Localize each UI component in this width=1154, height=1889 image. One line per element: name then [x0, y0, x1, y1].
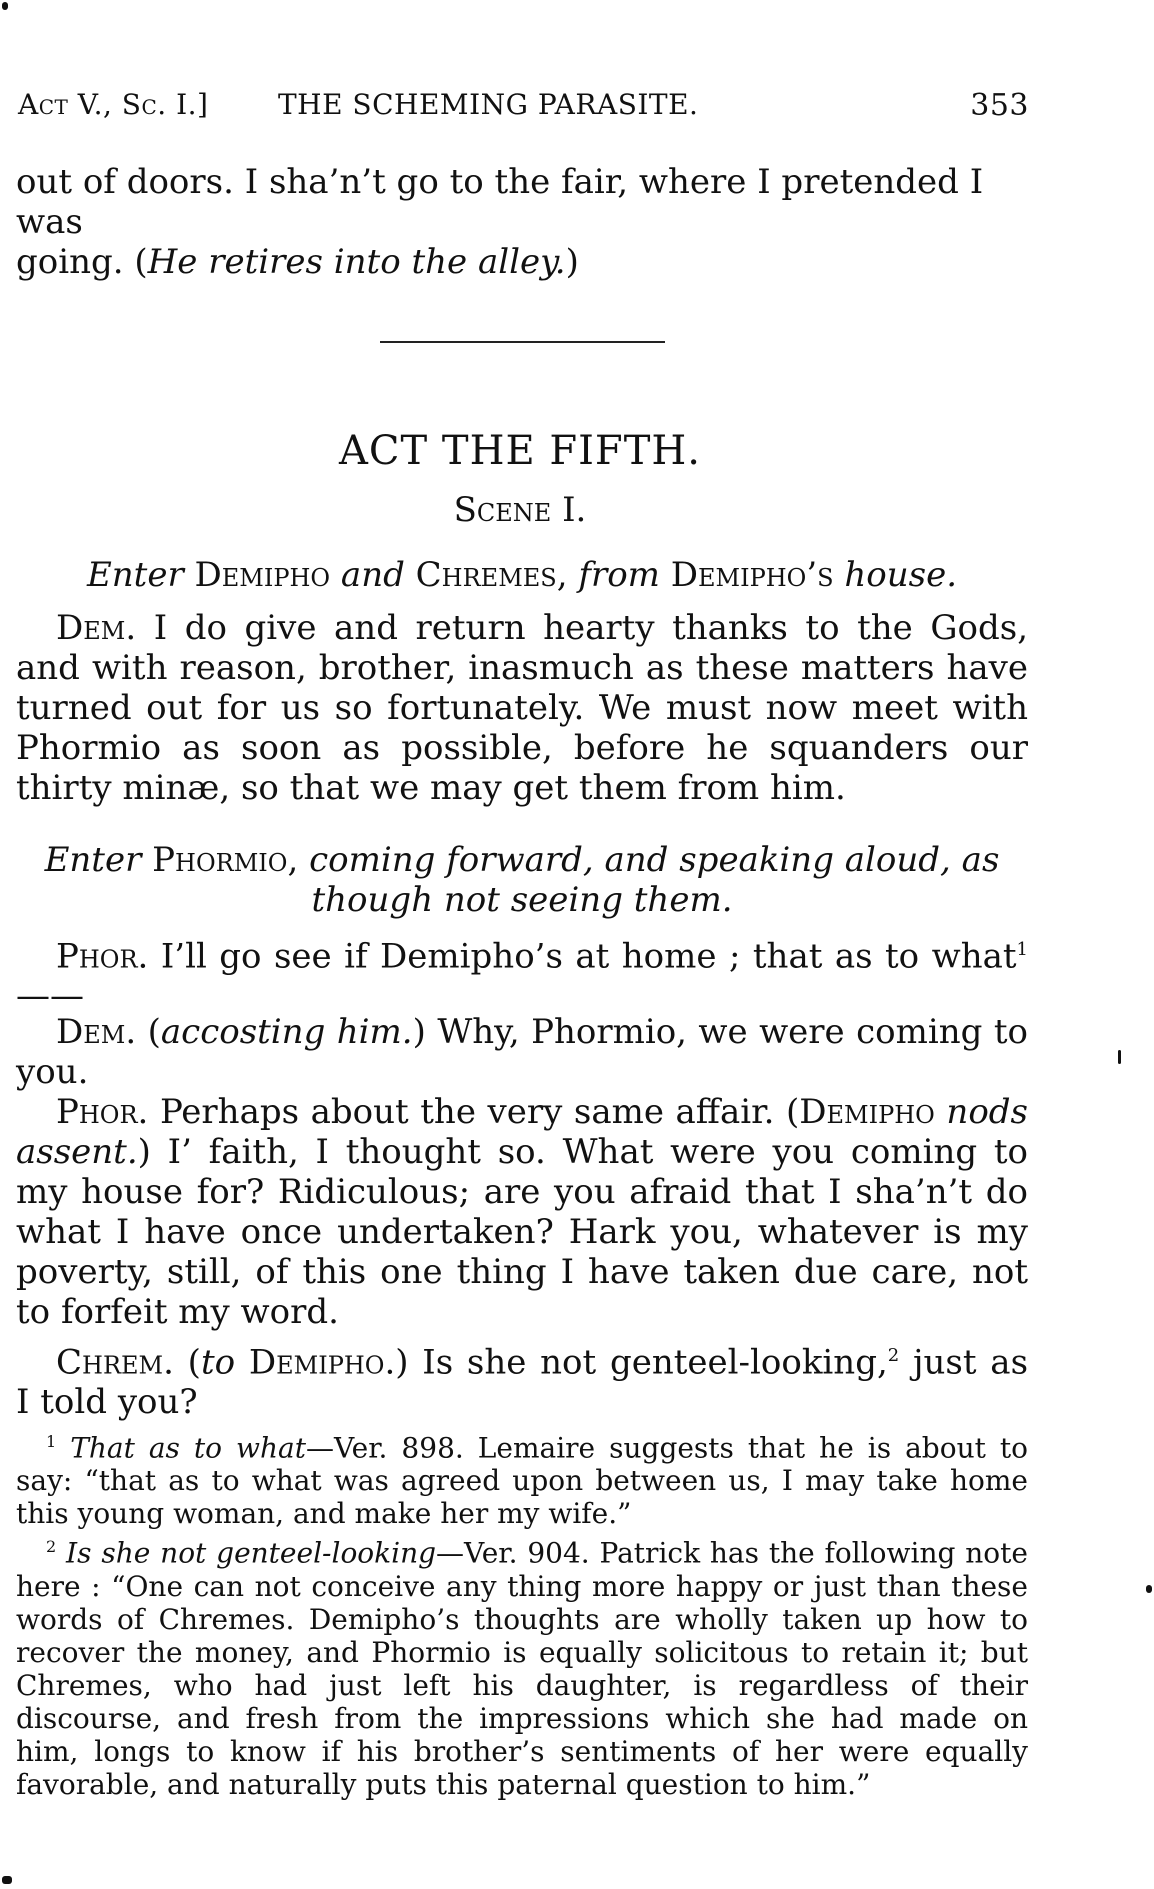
- speech-text-2: ) I’ faith, I thought so. What were you coming to my house for? Ridiculous; are you afraid that I sha’n’t do what I have once undertaken? Hark you, whatever is my poverty, still, of this one thing I have taken due care, not to forfeit my word.: [16, 1132, 1028, 1332]
- stage-direction: He retires into the alley.: [147, 242, 566, 282]
- speech-phormio-1: [16, 930, 1028, 1016]
- header-act-scene: Act V., Sc. I.]: [18, 88, 209, 121]
- footnote-text: —Ver. 904. Patrick has the following note here : “One can not conceive any thing more happy or just than these words of Chremes. Demipho’s thoughts are wholly taken up how to recover the money, and Phormio is equally solicitous to retain it; but Chremes, who had just left his daughter, is regardless of their discourse, and fresh from the impressions which she had made on him, longs to know if his brother’s sentiments of her were equally favorable, and naturally puts this paternal question to him.”: [16, 1536, 1028, 1801]
- dash: ——: [16, 976, 84, 1017]
- header-title: THE SCHEMING PARASITE.: [278, 88, 699, 121]
- speech-demipho-2: Dem. (accosting him.) Why, Phormio, we were coming to you.: [16, 1012, 1028, 1092]
- speech-demipho-1: [16, 608, 1028, 808]
- opening-text: going. (: [16, 242, 148, 282]
- opening-line-1: out of doors. I sha’n’t go to the fair, where I pretended I was: [16, 162, 984, 242]
- speech-text: I do give and return hearty thanks to the Gods, and with reason, brother, inasmuch as these matters have turned out for us so fortunately. We must now meet with Phormio as soon as possible, before he squanders our thirty minæ, so that we may get them from him.: [16, 608, 1029, 808]
- character-demipho: Demipho: [799, 1092, 935, 1132]
- scan-speck: [2, 1876, 12, 1884]
- stage-direction: coming forward, and speaking aloud, as though not seeing them.: [309, 840, 1000, 920]
- speech-text-2: just as I told you?: [16, 1342, 1029, 1423]
- footnote-2: [16, 1530, 1028, 1800]
- scene-title: Scene I.: [453, 490, 587, 530]
- speaker-label: Phor.: [56, 1092, 149, 1132]
- character-demipho: Demipho: [194, 555, 331, 595]
- opening-paragraph: [16, 162, 1028, 282]
- footnote-1: [16, 1425, 1028, 1530]
- house-word: house.: [844, 555, 958, 595]
- entrance-direction-2: [16, 840, 1028, 920]
- speech-chremes: Chrem. (to Demipho.) Is she not genteel-looking,$^2$ just as I told you?: [16, 1342, 1029, 1423]
- stage-direction: nods assent.: [16, 1092, 1029, 1172]
- speaker-label: Chrem.: [56, 1342, 174, 1383]
- footnote-ref-1: 1: [1016, 939, 1028, 960]
- scan-speck: [1146, 1585, 1152, 1593]
- character-chremes: Chremes,: [415, 555, 568, 595]
- opening-line-2: [16, 242, 1028, 282]
- section-divider: [380, 341, 665, 343]
- entrance-direction-1: [16, 555, 1028, 595]
- speech-text-1: Is she not genteel-looking,: [422, 1342, 888, 1383]
- stage-direction: accosting him.: [160, 1012, 413, 1052]
- closing-paren: ): [565, 242, 579, 282]
- page-number: 353: [970, 88, 1029, 123]
- footnote-number: 2: [46, 1537, 57, 1557]
- scan-speck: [2, 2, 8, 10]
- footnote-ref-2: 2: [887, 1345, 900, 1366]
- footnote-reference: That as to what: [70, 1431, 306, 1465]
- footnote-reference: Is she not genteel-looking: [66, 1536, 437, 1570]
- character-demipho: Demipho.: [248, 1342, 396, 1383]
- speech-text: Why, Phormio, we were coming to you.: [16, 1012, 1028, 1092]
- scan-speck: [1118, 1050, 1121, 1064]
- footnotes: [16, 1425, 1028, 1801]
- footnote-number: 1: [46, 1432, 57, 1451]
- footnote-text: —Ver. 898. Lemaire suggests that he is about to say: “that as to what was agreed upon between us, I may take home this young woman, and make her my wife.”: [16, 1431, 1028, 1531]
- speech-phormio-2: [16, 1092, 1028, 1332]
- enter-word: Enter: [86, 555, 184, 595]
- from-word: from: [578, 555, 660, 595]
- speech-text-1: Perhaps about the very same affair. (: [159, 1092, 800, 1132]
- speaker-label: Dem.: [56, 1012, 137, 1052]
- speech-text: I’ll go see if Demipho’s at home ; that as to what: [160, 936, 1017, 977]
- running-header: [18, 88, 1029, 128]
- stage-direction-to: to: [200, 1342, 236, 1383]
- enter-word: Enter: [44, 840, 142, 880]
- speaker-label: Dem.: [56, 608, 137, 648]
- character-demipho-possessive: Demipho’s: [670, 555, 834, 595]
- and-word: and: [340, 555, 405, 595]
- act-title: ACT THE FIFTH.: [339, 428, 701, 474]
- character-phormio: Phormio,: [152, 840, 299, 880]
- speaker-label: Phor.: [56, 936, 149, 977]
